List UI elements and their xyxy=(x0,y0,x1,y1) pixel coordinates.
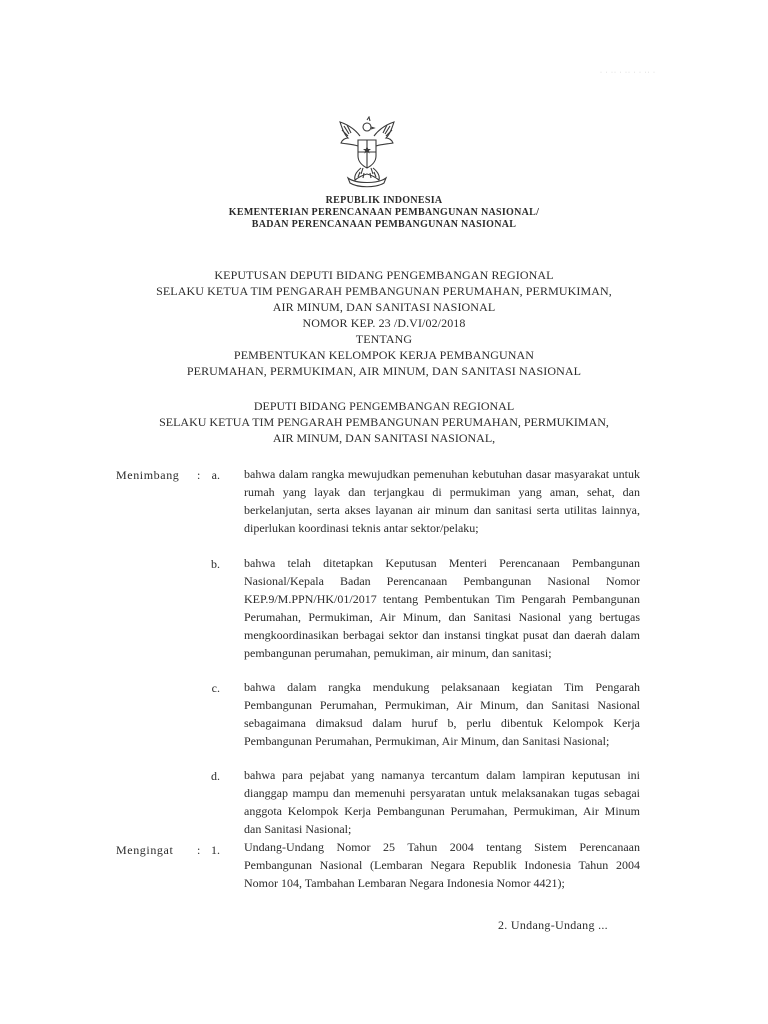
issuing-official xyxy=(100,398,668,446)
recalling-label: Mengingat xyxy=(116,843,174,857)
header-line-2: KEMENTERIAN PERENCANAAN PEMBANGUNAN NASIONAL/ xyxy=(228,207,540,218)
subject-line-1: PEMBENTUKAN KELOMPOK KERJA PEMBANGUNAN xyxy=(233,348,535,362)
considering-item-d: bahwa para pejabat yang namanya tercantum dalam lampiran keputusan ini dianggap mampu dan memenuhi persyaratan untuk melaksanakan tugas sebagai anggota Kelompok Kerja Pembangunan Perumahan, Permukiman, Air Minum dan Sanitasi Nasional; xyxy=(244,768,640,836)
recalling-item-1: Undang-Undang Nomor 25 Tahun 2004 tentang Sistem Perencanaan Pembangunan Nasional (Lembaran Negara Republik Indonesia Tahun 2004 Nomor 104, Tambahan Lembaran Negara Indonesia Nomor 4421); xyxy=(244,840,640,890)
considering-marker-c: c. xyxy=(211,681,220,695)
issuer-header xyxy=(150,195,618,231)
decree-title xyxy=(100,267,668,379)
considering-item-c: bahwa dalam rangka mendukung pelaksanaan kegiatan Tim Pengarah Pembangunan Perumahan, Permukiman, Air Minum, dan Sanitasi Nasional sebagaimana dimaksud dalam huruf b, perlu dibentuk Kelompok Kerja Pembangunan Perumahan, Permukiman, Air Minum, dan Sanitasi Nasional; xyxy=(244,680,640,748)
considering-colon: : xyxy=(197,468,201,482)
garuda-emblem-icon xyxy=(336,116,398,188)
considering-item-a: bahwa dalam rangka mewujudkan pemenuhan kebutuhan dasar masyarakat untuk rumah yang layak dan terjangkau di permukiman yang aman, sehat, dan berkelanjutan, serta akses layanan air minum dan sanitasi serta utilitas lainnya, diperlukan koordinasi teknis antar sektor/pelaku; xyxy=(244,467,640,535)
recalling-marker-1: 1. xyxy=(211,843,220,857)
header-line-3: BADAN PERENCANAAN PEMBANGUNAN NASIONAL xyxy=(251,219,517,230)
official-line-3: AIR MINUM, DAN SANITASI NASIONAL, xyxy=(272,431,496,445)
recalling-colon: : xyxy=(197,843,201,857)
official-line-2: SELAKU KETUA TIM PENGARAH PEMBANGUNAN PERUMAHAN, PERMUKIMAN, xyxy=(159,415,609,429)
considering-item-b: bahwa telah ditetapkan Keputusan Menteri Perencanaan Pembangunan Nasional/Kepala Badan Perencanaan Pembangunan Nasional Nomor KEP.9/M.PPN/HK/01/2017 tentang Pembentukan Tim Pengarah Pembangunan Perumahan, Permukiman, Air Minum, dan Sanitasi Nasional yang bertugas mengkoordinasikan berbagai sektor dan instansi tingkat pusat dan daerah dalam pembangunan perumahan, pemukiman, air minum, dan sanitasi; xyxy=(244,556,640,660)
decree-number: NOMOR KEP. 23 /D.VI/02/2018 xyxy=(302,316,466,330)
subject-line-2: PERUMAHAN, PERMUKIMAN, AIR MINUM, DAN SANITASI NASIONAL xyxy=(186,364,582,378)
considering-marker-d: d. xyxy=(211,769,220,783)
considering-marker-a: a. xyxy=(211,468,220,482)
title-line-1: KEPUTUSAN DEPUTI BIDANG PENGEMBANGAN REGIONAL xyxy=(214,268,554,282)
considering-label: Menimbang xyxy=(116,468,180,482)
title-about: TENTANG xyxy=(355,332,413,346)
next-page-reference: 2. Undang-Undang ... xyxy=(498,918,608,932)
title-line-3: AIR MINUM, DAN SANITASI NASIONAL xyxy=(272,300,496,314)
official-line-1: DEPUTI BIDANG PENGEMBANGAN REGIONAL xyxy=(253,399,515,413)
considering-marker-b: b. xyxy=(211,557,220,571)
title-line-2: SELAKU KETUA TIM PENGARAH PEMBANGUNAN PERUMAHAN, PERMUKIMAN, xyxy=(156,284,612,298)
faint-stamp-mark: · · ·· · ·· · · ·· · xyxy=(600,70,656,76)
header-line-1: REPUBLIK INDONESIA xyxy=(325,195,443,206)
